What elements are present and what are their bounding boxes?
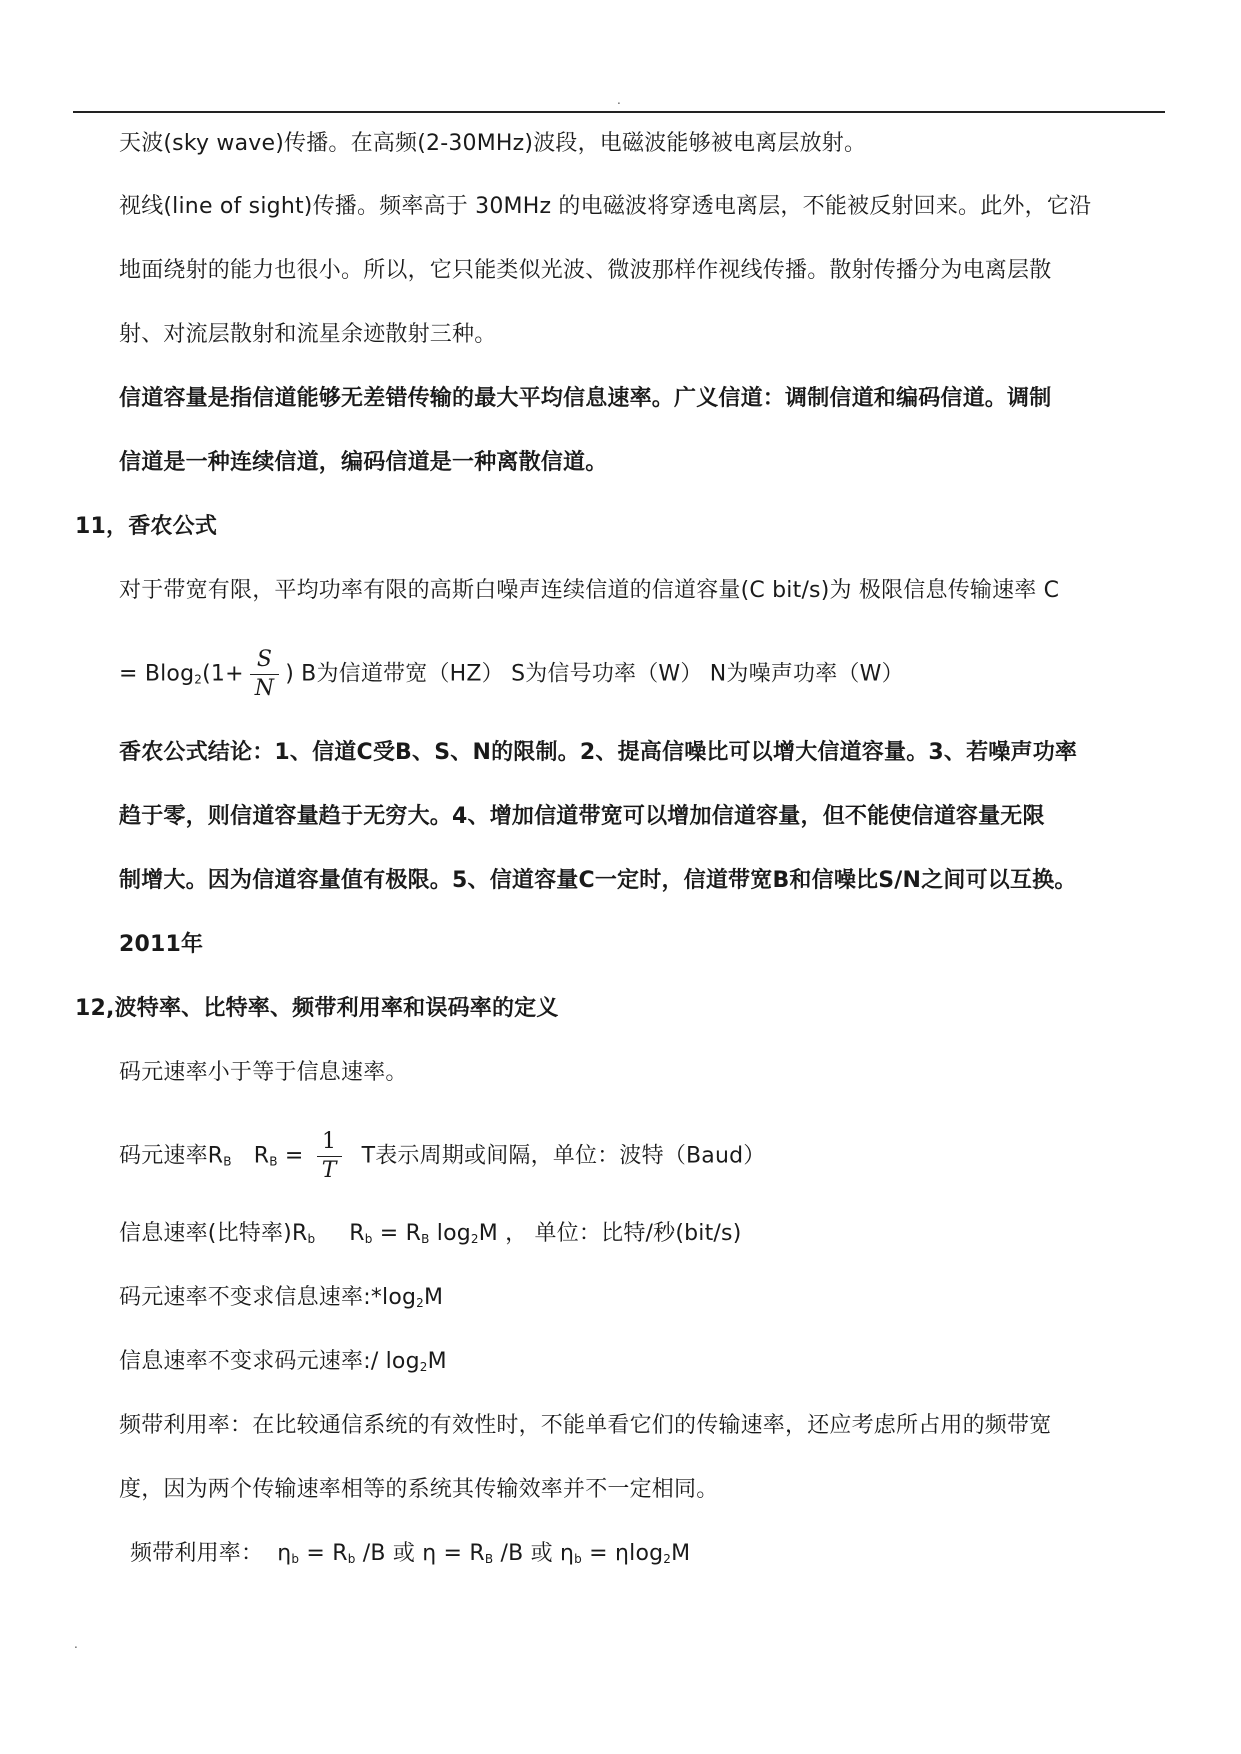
baud-eq-sub: B xyxy=(269,1154,278,1169)
header-dot: . xyxy=(617,93,621,107)
paragraph-shannon-intro: 对于带宽有限，平均功率有限的高斯白噪声连续信道的信道容量(C bit/s)为 极限信息传输速率 C xyxy=(119,578,1060,603)
eff-a-eq-sub: b xyxy=(347,1552,356,1566)
snr-denominator: N xyxy=(254,676,275,701)
baud-label-sub: B xyxy=(223,1154,232,1169)
period-denominator: T xyxy=(321,1158,337,1183)
eff-d-sub: 2 xyxy=(663,1552,672,1566)
efficiency-formula xyxy=(130,1539,690,1574)
conversion-1 xyxy=(119,1283,443,1318)
paragraph-sky-wave: 天波(sky wave)传播。在高频(2-30MHz)波段，电磁波能够被电离层放射。 xyxy=(119,131,867,156)
conversion-2 xyxy=(119,1347,447,1382)
shannon-conclusion-3: 制增大。因为信道容量值有极限。5、信道容量C一定时，信道带宽B和信噪比S/N之间可以互换。 xyxy=(119,868,1077,893)
conversion-2-text: 信息速率不变求码元速率:/ log xyxy=(119,1349,420,1374)
bit-eq-mid: = R xyxy=(372,1221,422,1246)
conversion-1-end: M xyxy=(424,1285,444,1310)
shannon-conclusion-1: 香农公式结论：1、信道C受B、S、N的限制。2、提高信噪比可以增大信道容量。3、若噪声功率 xyxy=(119,740,1078,765)
eff-a-sub: b xyxy=(291,1552,300,1566)
bit-eq-a: R xyxy=(349,1221,365,1246)
eff-c-sub: b xyxy=(574,1552,582,1566)
section-heading-11: 11，香农公式 xyxy=(75,514,218,539)
paragraph-bandwidth-efficiency-2: 度，因为两个传输速率相等的系统其传输效率并不一定相同。 xyxy=(119,1477,719,1502)
shannon-conclusion-2: 趋于零，则信道容量趋于无穷大。4、增加信道带宽可以增加信道容量，但不能使信道容量无限 xyxy=(119,804,1045,829)
shannon-log-base: 2 xyxy=(194,672,203,687)
shannon-after: ) B为信道带宽（HZ） S为信号功率（W） N为噪声功率（W） xyxy=(285,661,904,687)
bit-rate-formula xyxy=(119,1219,741,1254)
baud-eq: R xyxy=(253,1143,270,1169)
bit-label-sub: b xyxy=(307,1232,316,1246)
efficiency-label: 频带利用率： xyxy=(130,1541,264,1566)
conversion-1-sub: 2 xyxy=(416,1296,424,1310)
paragraph-line-of-sight-1: 视线(line of sight)传播。频率高于 30MHz 的电磁波将穿透电离层，不能被反射回来。此外，它沿 xyxy=(119,194,1092,219)
eff-b-sub: B xyxy=(484,1552,494,1566)
eff-a-eq: = R xyxy=(299,1541,348,1566)
shannon-open: (1+ xyxy=(202,661,244,687)
section-heading-12: 12,波特率、比特率、频带利用率和误码率的定义 xyxy=(75,996,559,1021)
paragraph-channel-capacity-1: 信道容量是指信道能够无差错传输的最大平均信息速率。广义信道：调制信道和编码信道。调制 xyxy=(119,386,1052,411)
bit-eq-log-sub: 2 xyxy=(470,1232,479,1246)
snr-fraction xyxy=(250,646,279,703)
eff-c-end: = ηlog xyxy=(581,1541,664,1566)
baud-eq-sign: = xyxy=(277,1143,311,1169)
baud-formula xyxy=(119,1128,766,1185)
paragraph-channel-capacity-2: 信道是一种连续信道，编码信道是一种离散信道。 xyxy=(119,450,608,475)
conversion-2-end: M xyxy=(427,1349,447,1374)
shannon-prefix: = Blog xyxy=(119,661,195,687)
bit-eq-log: log xyxy=(429,1221,471,1246)
shannon-formula xyxy=(119,646,904,703)
eff-a: η xyxy=(277,1541,292,1566)
period-numerator: 1 xyxy=(317,1128,342,1157)
bit-eq-end: M ， 单位：比特/秒(bit/s) xyxy=(478,1221,742,1246)
baud-after: T表示周期或间隔，单位：波特（Baud） xyxy=(361,1143,766,1169)
snr-numerator: S xyxy=(250,646,279,675)
year-label: 2011年 xyxy=(119,932,204,957)
conversion-2-sub: 2 xyxy=(419,1360,428,1374)
bit-label: 信息速率(比特率)R xyxy=(119,1221,308,1246)
footer-dot: . xyxy=(74,1637,78,1651)
bit-eq-a-sub: b xyxy=(364,1232,373,1246)
eff-d-end: M xyxy=(671,1541,691,1566)
period-fraction xyxy=(317,1128,342,1185)
paragraph-bandwidth-efficiency-1: 频带利用率：在比较通信系统的有效性时，不能单看它们的传输速率，还应考虑所占用的频带宽 xyxy=(119,1413,1052,1438)
paragraph-line-of-sight-3: 射、对流层散射和流星余迹散射三种。 xyxy=(119,322,497,347)
paragraph-symbol-rate: 码元速率小于等于信息速率。 xyxy=(119,1060,408,1085)
baud-label: 码元速率R xyxy=(119,1143,224,1169)
conversion-1-text: 码元速率不变求信息速率:*log xyxy=(119,1285,417,1310)
eff-b-end: /B 或 η xyxy=(493,1541,575,1566)
eff-a-end: /B 或 η = R xyxy=(355,1541,485,1566)
bit-eq-mid-sub: B xyxy=(421,1232,430,1246)
header-rule xyxy=(73,111,1165,113)
paragraph-line-of-sight-2: 地面绕射的能力也很小。所以，它只能类似光波、微波那样作视线传播。散射传播分为电离层散 xyxy=(119,258,1052,283)
